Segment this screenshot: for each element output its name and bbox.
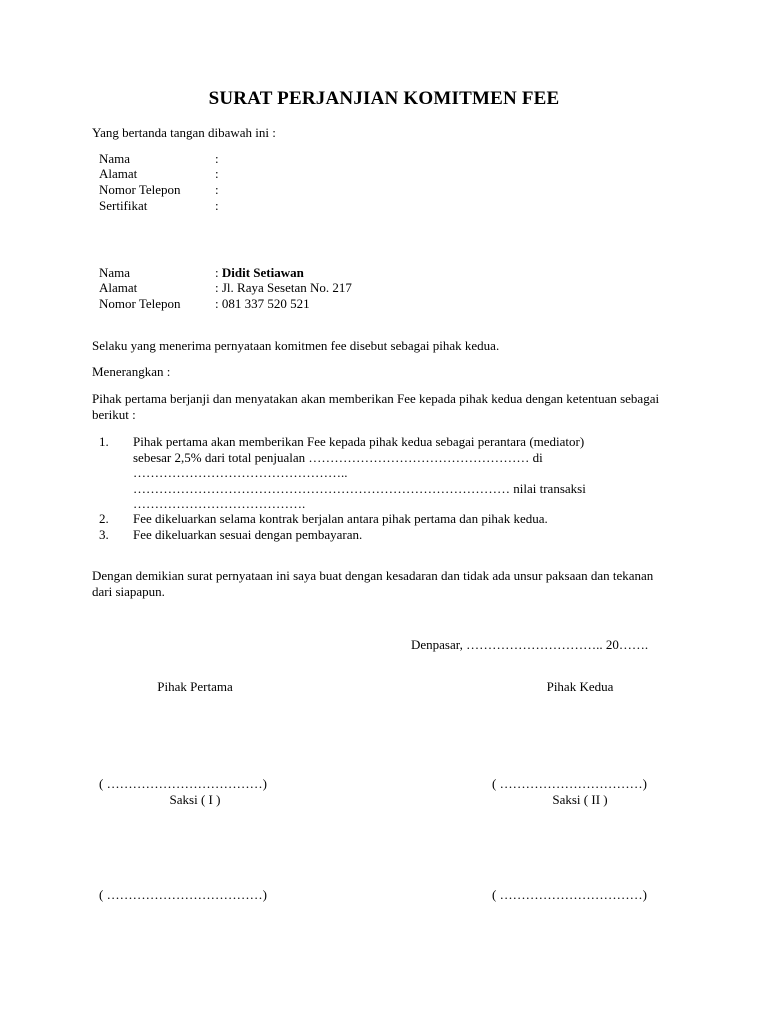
promise-paragraph: Pihak pertama berjanji dan menyatakan akan memberikan Fee kepada pihak kedua dengan ketentuan sebagai berikut : [92, 391, 660, 422]
party2-nama-row [215, 265, 304, 281]
pihak-kedua-label: Pihak Kedua [546, 679, 614, 694]
term3-number: 3. [99, 527, 109, 542]
party2-telepon-colon: : [215, 296, 219, 311]
sign-line-pihak-kedua: ( ……………………………) [492, 776, 647, 791]
party2-alamat-row [215, 280, 352, 296]
party1-sertifikat-colon: : [215, 198, 219, 213]
place-date: Denpasar, ………………………….. 20……. [411, 637, 649, 652]
saksi2-label: Saksi ( II ) [552, 792, 608, 807]
term2-number: 2. [99, 511, 109, 526]
term1-number: 1. [99, 434, 109, 449]
term2-text: Fee dikeluarkan selama kontrak berjalan antara pihak pertama dan pihak kedua. [133, 511, 548, 526]
term1-line2: sebesar 2,5% dari total penjualan …………………………………………… di [133, 450, 543, 465]
document-title: SURAT PERJANJIAN KOMITMEN FEE [208, 88, 560, 109]
saksi1-label: Saksi ( I ) [169, 792, 221, 807]
witness-line-saksi1: ( ………………………………) [99, 887, 267, 902]
party1-nama-colon: : [215, 151, 219, 166]
party2-nama-label: Nama [99, 265, 131, 280]
party2-alamat-value: Jl. Raya Sesetan No. 217 [221, 280, 352, 295]
party1-alamat-label: Alamat [99, 166, 138, 181]
intro-text: Yang bertanda tangan dibawah ini : [92, 125, 276, 140]
party1-nama-label: Nama [99, 151, 131, 166]
party1-telepon-label: Nomor Telepon [99, 182, 181, 197]
party1-alamat-colon: : [215, 166, 219, 181]
term1-line1: Pihak pertama akan memberikan Fee kepada pihak kedua sebagai perantara (mediator) [133, 434, 585, 449]
pihak-pertama-label: Pihak Pertama [157, 679, 233, 694]
pihak-kedua-statement: Selaku yang menerima pernyataan komitmen fee disebut sebagai pihak kedua. [92, 338, 500, 353]
party2-telepon-value: 081 337 520 521 [221, 296, 310, 311]
party2-nama-colon: : [215, 265, 219, 280]
party2-alamat-label: Alamat [99, 280, 138, 295]
term1-line4: …………………………………………………………………………… nilai transaksi [133, 481, 586, 496]
term3-text: Fee dikeluarkan sesuai dengan pembayaran. [133, 527, 363, 542]
term1-line3: ………………………………………….. [133, 465, 348, 480]
party1-telepon-colon: : [215, 182, 219, 197]
closing-paragraph: Dengan demikian surat pernyataan ini saya buat dengan kesadaran dan tidak ada unsur paksaan dan tekanan dari siapapun. [92, 568, 654, 599]
witness-line-saksi2: ( ……………………………) [492, 887, 647, 902]
sign-line-pihak-pertama: ( ………………………………) [99, 776, 267, 791]
party2-nama-value: Didit Setiawan [221, 265, 304, 280]
term1-line5: …………………………………. [133, 496, 306, 511]
party2-alamat-colon: : [215, 280, 219, 295]
party1-sertifikat-label: Sertifikat [99, 198, 148, 213]
menerangkan-label: Menerangkan : [92, 364, 171, 379]
party2-telepon-row [215, 296, 310, 312]
party2-telepon-label: Nomor Telepon [99, 296, 181, 311]
